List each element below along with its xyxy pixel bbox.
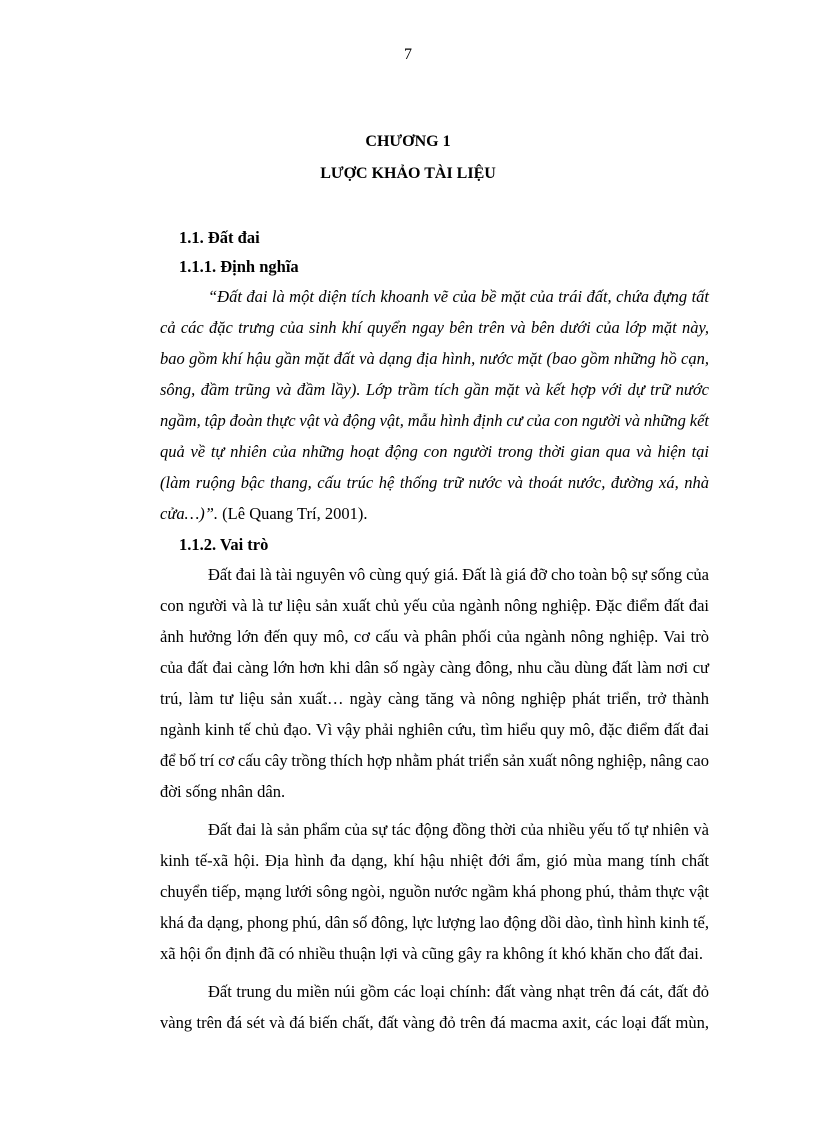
section-heading-1-1: 1.1. Đất đai xyxy=(179,228,260,247)
paragraph-line: Đất trung du miền núi gồm các loại chính: đất vàng nhạt trên đá cát, đất đỏ xyxy=(208,982,709,1001)
paragraph-line: vàng trên đá sét và đá biến chất, đất vàng đỏ trên đá macma axit, các loại đất mùn, xyxy=(160,1013,709,1032)
paragraph-line: ngành kinh tế chủ đạo. Vì vậy phải nghiên cứu, tìm hiểu quy mô, đặc điểm đất đai xyxy=(160,720,709,739)
paragraph-line: Đất đai là sản phẩm của sự tác động đồng thời của nhiều yếu tố tự nhiên và xyxy=(208,820,709,839)
page-number: 7 xyxy=(404,46,412,63)
section-heading-1-1-1: 1.1.1. Định nghĩa xyxy=(179,257,299,276)
definition-line: bao gồm khí hậu gần mặt đất và dạng địa hình, nước mặt (bao gồm những hồ cạn, xyxy=(160,349,709,368)
definition-citation: (Lê Quang Trí, 2001). xyxy=(218,504,368,523)
definition-line: quả về tự nhiên của những hoạt động con người trong thời gian qua và hiện tại xyxy=(160,442,709,461)
definition-line: cả các đặc trưng của sinh khí quyển ngay bên trên và bên dưới của lớp mặt này, xyxy=(160,318,709,337)
definition-line: ngầm, tập đoàn thực vật và động vật, mẫu hình định cư của con người và những kết xyxy=(160,411,709,430)
paragraph-line: kinh tế-xã hội. Địa hình đa dạng, khí hậu nhiệt đới ẩm, gió mùa mang tính chất xyxy=(160,851,709,870)
definition-last-line xyxy=(160,504,367,524)
paragraph-line: Đất đai là tài nguyên vô cùng quý giá. Đất là giá đỡ cho toàn bộ sự sống của xyxy=(208,565,709,584)
paragraph-line: để bố trí cơ cấu cây trồng thích hợp nhằm phát triển sản xuất nông nghiệp, nâng cao xyxy=(160,751,709,770)
definition-line: “Đất đai là một diện tích khoanh vẽ của bề mặt của trái đất, chứa đựng tất xyxy=(208,287,709,306)
section-heading-1-1-2: 1.1.2. Vai trò xyxy=(179,535,269,554)
paragraph-line: đời sống nhân dân. xyxy=(160,782,286,801)
definition-line: sông, đầm trũng và đầm lầy). Lớp trầm tích gần mặt và kết hợp với dự trữ nước xyxy=(160,380,709,399)
paragraph-line: của đất đai càng lớn hơn khi dân số ngày càng đông, nhu cầu dùng đất làm nơi cư xyxy=(160,658,709,677)
paragraph-line: xã hội ổn định đã có nhiều thuận lợi và cũng gây ra không ít khó khăn cho đất đai. xyxy=(160,944,704,963)
definition-line: cửa…)”. xyxy=(160,504,219,523)
paragraph-line: trú, làm tư liệu sản xuất… ngày càng tăng và nông nghiệp phát triển, trở thành xyxy=(160,689,709,708)
paragraph-line: khá đa dạng, phong phú, dân số đông, lực lượng lao động dồi dào, tình hình kinh tế, xyxy=(160,913,709,932)
paragraph-line: chuyển tiếp, mạng lưới sông ngòi, nguồn nước ngầm khá phong phú, thảm thực vật xyxy=(160,882,709,901)
paragraph-line: ảnh hưởng lớn đến quy mô, cơ cấu và phân phối của ngành nông nghiệp. Vai trò xyxy=(160,627,709,646)
chapter-label: CHƯƠNG 1 xyxy=(365,133,451,150)
definition-line: (làm ruộng bậc thang, cấu trúc hệ thống trữ nước và thoát nước, đường xá, nhà xyxy=(160,473,709,492)
chapter-title: LƯỢC KHẢO TÀI LIỆU xyxy=(320,165,496,182)
paragraph-line: con người và là tư liệu sản xuất chủ yếu của ngành nông nghiệp. Đặc điểm đất đai xyxy=(160,596,709,615)
